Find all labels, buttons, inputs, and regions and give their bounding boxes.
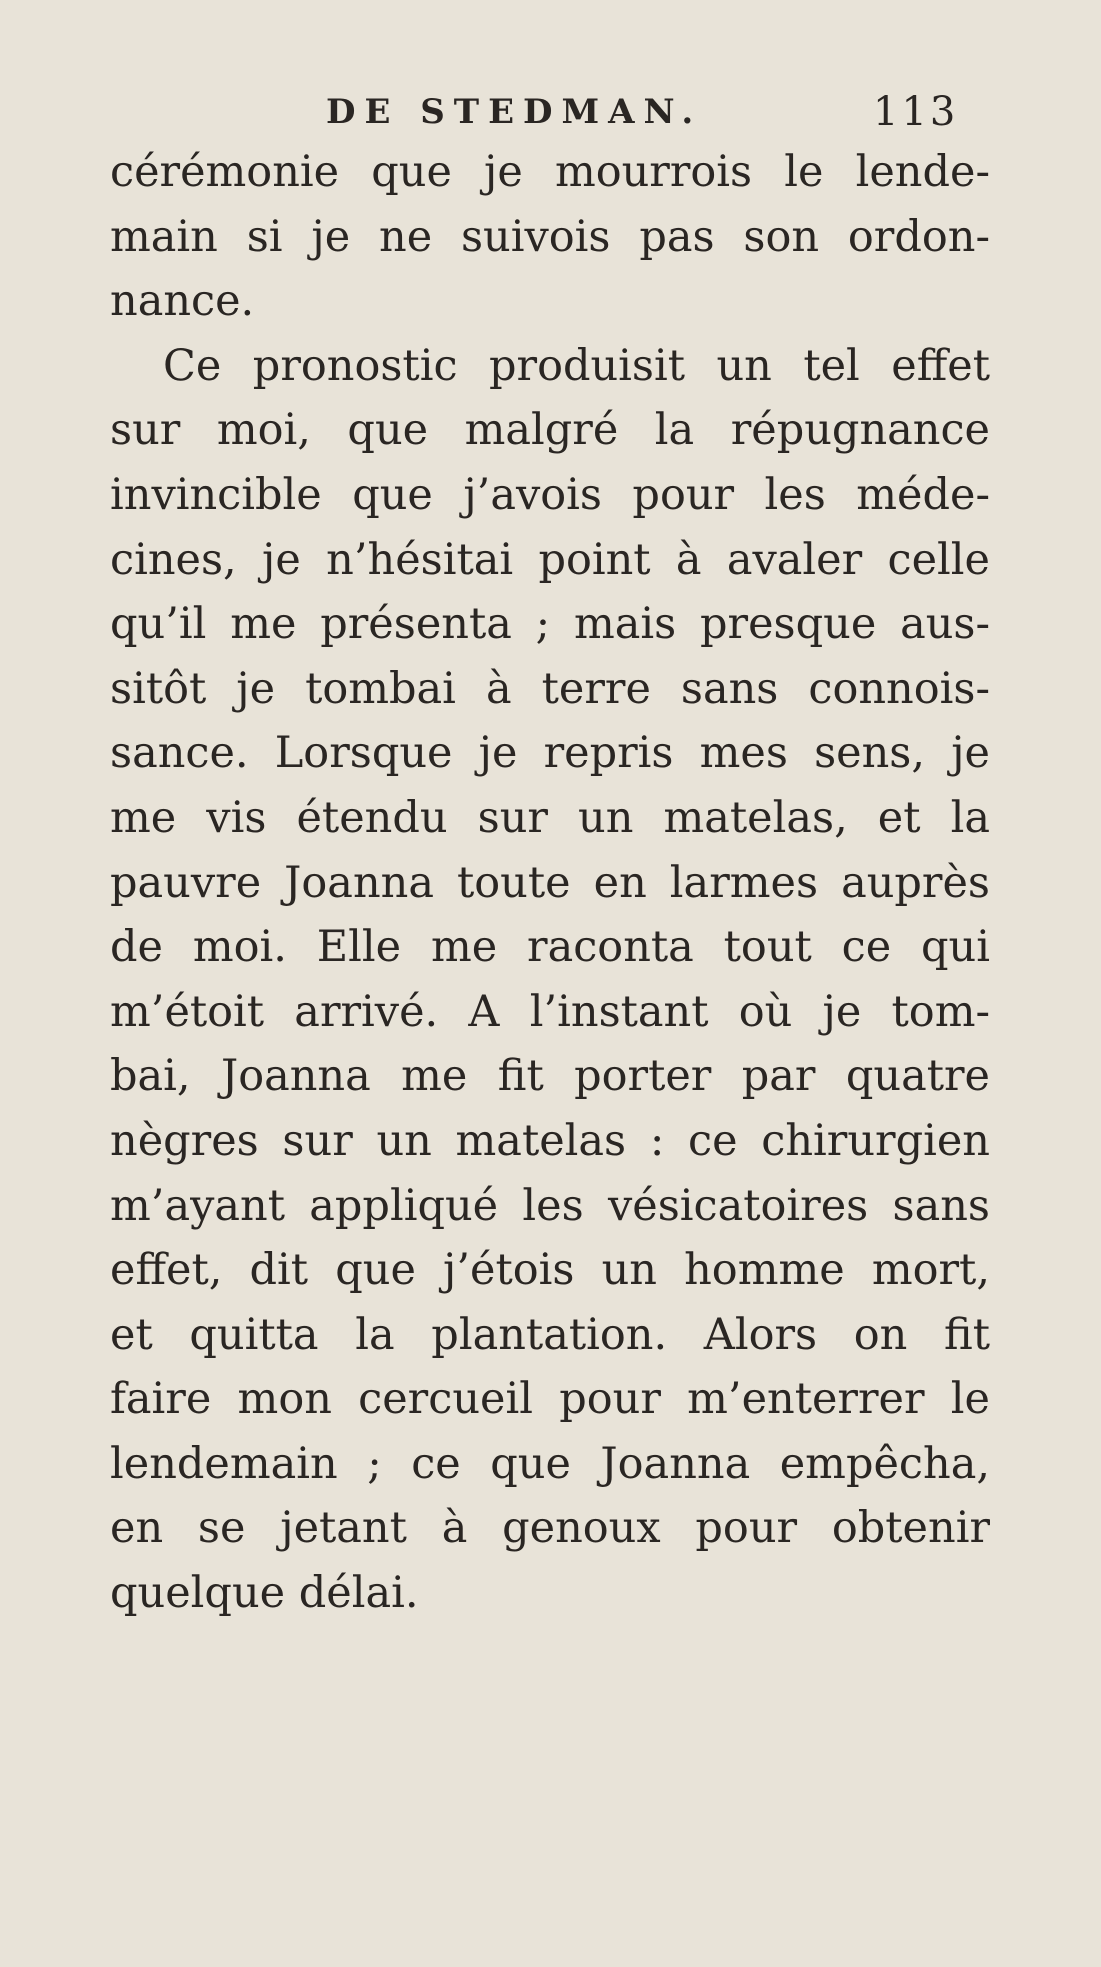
text-line: nègres sur un matelas : ce chirurgien (110, 1115, 990, 1166)
text-line: invincible que j’avois pour les méde- (110, 469, 990, 520)
text-line: main si je ne suivois pas son ordon- (110, 211, 990, 262)
text-line: lendemain ; ce que Joanna empêcha, (110, 1438, 990, 1489)
text-line: m’ayant appliqué les vésicatoires sans (110, 1180, 990, 1231)
text-line: sitôt je tombai à terre sans connois- (110, 663, 990, 714)
text-line: effet, dit que j’étois un homme mort, (110, 1245, 990, 1296)
page-number: 113 (873, 89, 959, 135)
text-line: m’étoit arrivé. A l’instant où je tom- (110, 986, 990, 1037)
text-line: quelque délai. (110, 1568, 419, 1619)
text-line: sur moi, que malgré la répugnance (110, 405, 990, 456)
text-line: Ce pronostic produisit un tel effet (163, 340, 990, 391)
text-line: et quitta la plantation. Alors on fit (110, 1309, 990, 1360)
text-line: cérémonie que je mourrois le lende- (110, 147, 990, 197)
text-line: bai, Joanna me fit porter par quatre (110, 1051, 990, 1102)
text-line: faire mon cercueil pour m’enterrer le (110, 1374, 990, 1425)
running-title: DE STEDMAN. (326, 92, 703, 132)
text-line: cines, je n’hésitai point à avaler celle (110, 534, 990, 585)
body-text (110, 140, 990, 1626)
text-line: pauvre Joanna toute en larmes auprès (110, 857, 990, 908)
text-line: nance. (110, 276, 255, 327)
text-line: en se jetant à genoux pour obtenir (110, 1503, 990, 1554)
text-line: de moi. Elle me raconta tout ce qui (110, 922, 990, 973)
text-line: qu’il me présenta ; mais presque aus- (110, 599, 990, 650)
page-header (0, 82, 1101, 142)
text-line: sance. Lorsque je repris mes sens, je (110, 728, 990, 779)
text-line: me vis étendu sur un matelas, et la (110, 792, 990, 843)
